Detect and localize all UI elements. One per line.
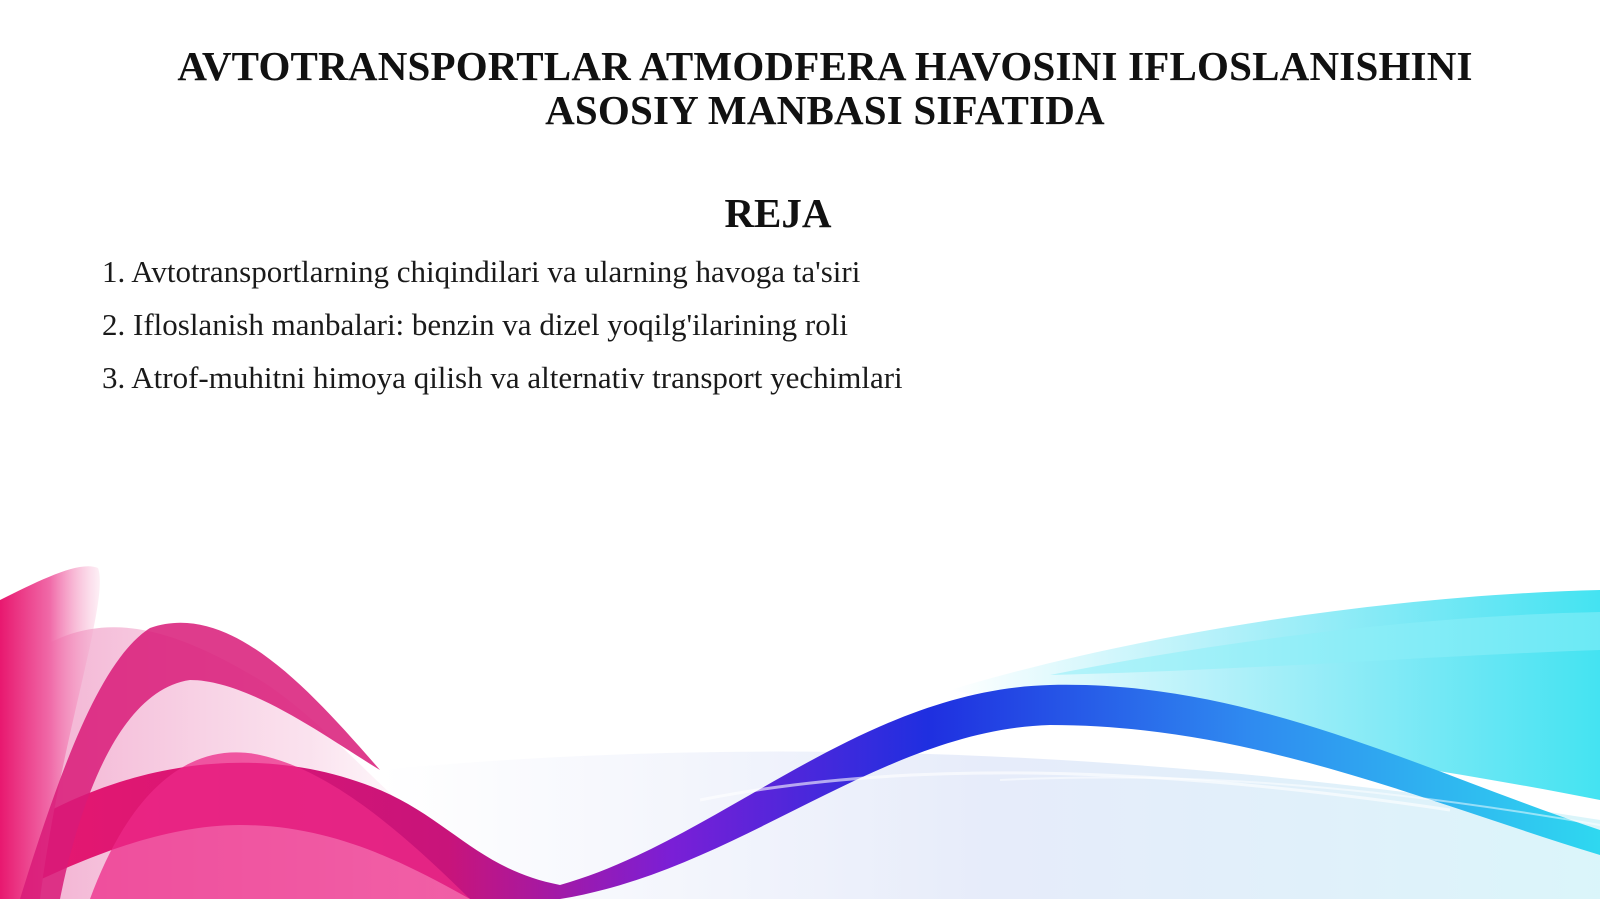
decorative-wave-graphic [0, 540, 1600, 899]
slide-title-line-1: AVTOTRANSPORTLAR ATMODFERA HAVOSINI IFLOSLANISHINI [177, 43, 1473, 89]
plan-list [102, 252, 903, 411]
slide-title [60, 44, 1590, 132]
plan-item: 1. Avtotransportlarning chiqindilari va ularning havoga ta'siri [102, 254, 861, 289]
plan-item: 2. Ifloslanish manbalari: benzin va dizel yoqilg'ilarining roli [102, 307, 848, 342]
slide-subtitle: REJA [724, 190, 832, 236]
slide-title-line-2: ASOSIY MANBASI SIFATIDA [545, 87, 1105, 133]
plan-item: 3. Atrof-muhitni himoya qilish va alternativ transport yechimlari [102, 360, 903, 395]
